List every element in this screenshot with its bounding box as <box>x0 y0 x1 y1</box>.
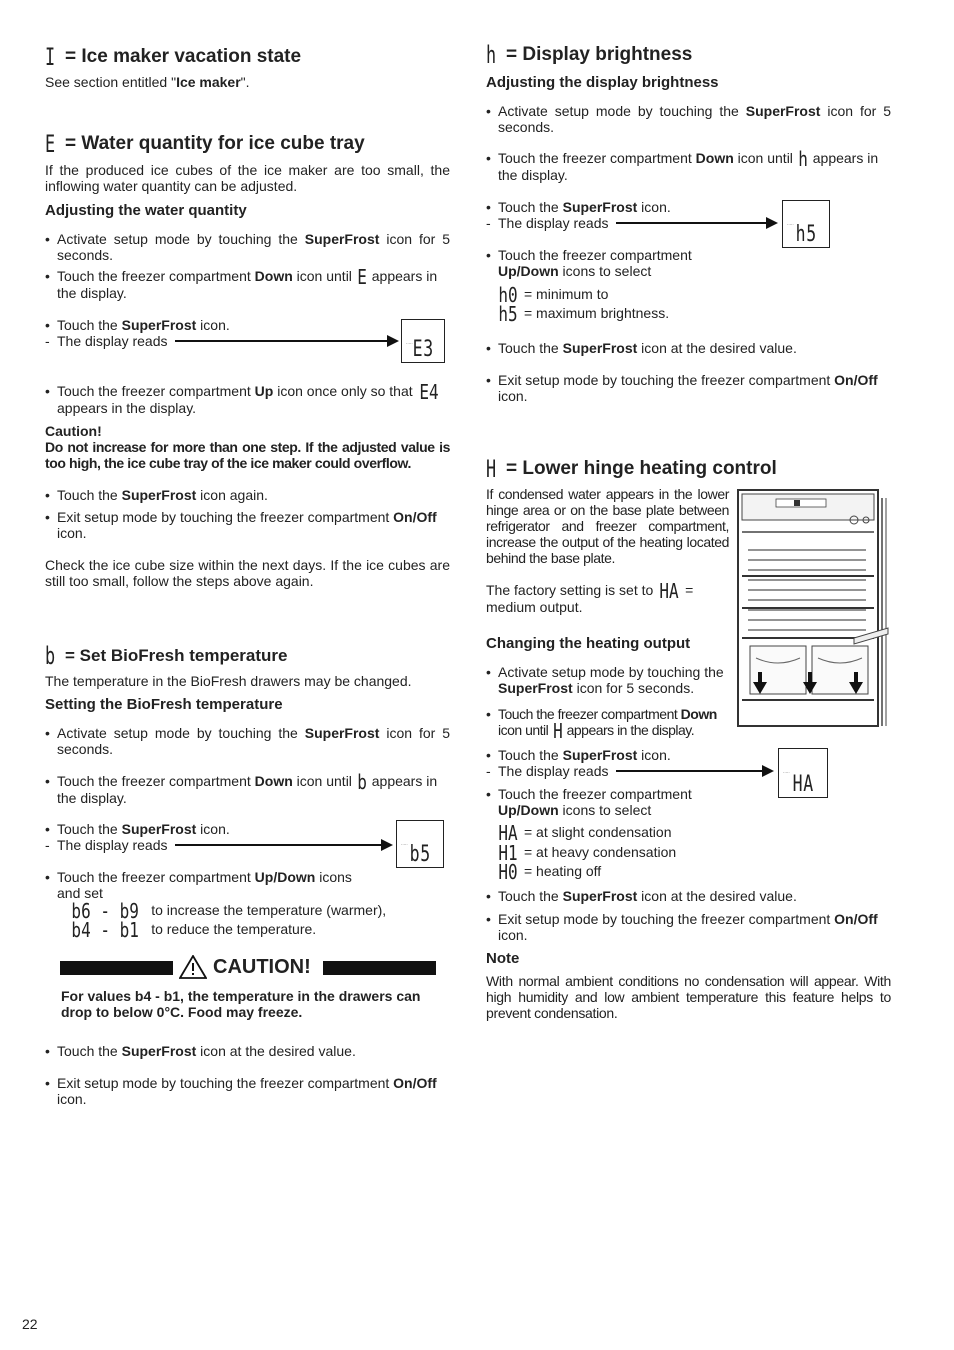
list-item: • Touch the freezer compartment Up/Down icons and set <box>45 869 352 901</box>
list-item: • Exit setup mode by touching the freezer compartment On/Off icon. <box>486 372 878 404</box>
option-off <box>496 860 602 885</box>
arrow-icon <box>616 770 772 772</box>
segment-symbol: h <box>486 41 497 69</box>
page-number: 22 <box>22 1316 38 1332</box>
display-icon: ····· h5 <box>782 200 830 248</box>
list-item: • Touch the SuperFrost icon. <box>45 821 230 837</box>
caution-banner <box>179 955 311 979</box>
display-value: E3 <box>412 337 434 362</box>
display-reads-line: - The display reads <box>486 763 609 779</box>
heading-text: = Ice maker vacation state <box>65 46 302 67</box>
display-reads-line: - The display reads <box>45 837 168 853</box>
arrow-icon <box>175 844 391 846</box>
hinge-subheading: Changing the heating output <box>486 635 691 652</box>
segment-symbol: H <box>486 455 497 483</box>
list-item: • Touch the freezer compartment Down icon until E appears in the display. <box>45 265 438 302</box>
list-item: • Touch the freezer compartment Down icon until h appears in the display. <box>486 147 879 184</box>
biofresh-intro: The temperature in the BioFresh drawers may be changed. <box>45 673 412 689</box>
heading-hinge-heating <box>486 455 777 483</box>
list-item: • Touch the SuperFrost icon. <box>486 747 671 763</box>
display-value: HA <box>792 772 814 797</box>
segment-symbol: H <box>552 719 563 744</box>
heading-biofresh <box>45 642 288 670</box>
text: = minimum to <box>523 286 609 302</box>
display-value: b5 <box>409 842 431 867</box>
display-value: h5 <box>795 222 817 247</box>
list-item: • Activate setup mode by touching the SuperFrost icon for 5 seconds. <box>486 103 891 135</box>
heading-ice-maker <box>45 43 302 71</box>
text: to increase the temperature (warmer), <box>151 902 387 918</box>
list-item: • Touch the SuperFrost icon. <box>45 317 230 333</box>
display-reads-line: - The display reads <box>486 215 609 231</box>
water-subheading: Adjusting the water quantity <box>45 202 247 219</box>
segment-symbol: b4 - b1 <box>71 918 139 943</box>
option-slight <box>496 821 672 846</box>
segment-symbol: E <box>357 265 367 290</box>
display-reads-line: - The display reads <box>45 333 168 349</box>
arrow-icon <box>616 222 776 224</box>
caution-label: CAUTION! <box>213 956 311 978</box>
water-intro: If the produced ice cubes of the ice maker are too small, the inflowing water quantity can be adjusted. <box>45 162 450 194</box>
segment-symbol: h <box>798 147 808 172</box>
display-icon: ····· HA <box>778 748 828 798</box>
water-check-text: Check the ice cube size within the next days. If the ice cubes are still too small, follow the steps above again. <box>45 557 450 589</box>
warning-icon <box>179 955 207 979</box>
range-increase <box>63 899 387 924</box>
caution-text: Do not increase for more than one step. If the adjusted value is too high, the ice cube tray of the ice maker could overflow. <box>45 439 450 471</box>
fridge-illustration <box>736 488 890 728</box>
heading-text: = Water quantity for ice cube tray <box>65 133 365 154</box>
list-item: • Touch the SuperFrost icon. <box>486 199 671 215</box>
list-item: • Activate setup mode by touching the SuperFrost icon for 5 seconds. <box>486 664 724 696</box>
ice-maker-text <box>45 74 250 90</box>
range-reduce <box>63 918 317 943</box>
list-item: • Touch the freezer compartment Up/Down icons to select <box>486 786 692 818</box>
segment-symbol: HA <box>498 821 518 846</box>
list-item: • Touch the SuperFrost icon at the desired value. <box>486 888 797 904</box>
text: = at slight condensation <box>523 824 672 840</box>
text: = heating off <box>523 863 602 879</box>
heading-display-brightness <box>486 41 693 69</box>
option-max <box>496 302 670 327</box>
bold-text: Ice maker <box>176 74 241 90</box>
caution-title: Caution! <box>45 423 102 439</box>
text: = maximum brightness. <box>523 305 670 321</box>
segment-symbol: H1 <box>498 841 518 866</box>
factory-setting: The factory setting is set to HA = medium output. <box>486 579 694 616</box>
note-text: With normal ambient conditions no condensation will appear. With high humidity and low ambient temperature this feature helps to prevent condensation. <box>486 973 891 1021</box>
heading-text: = Set BioFresh temperature <box>65 646 288 665</box>
caution-note <box>45 423 450 471</box>
arrow-icon <box>175 340 397 342</box>
display-icon: ····· E3 <box>401 319 445 363</box>
list-item: • Exit setup mode by touching the freezer compartment On/Off icon. <box>486 911 878 943</box>
segment-symbol: h0 <box>498 283 518 308</box>
caution-bar-left <box>60 961 173 975</box>
segment-symbol: H0 <box>498 860 518 885</box>
biofresh-subheading: Setting the BioFresh temperature <box>45 696 283 713</box>
segment-symbol: h5 <box>498 302 518 327</box>
heading-text: = Lower hinge heating control <box>506 458 777 479</box>
option-min <box>496 283 609 308</box>
text: ". <box>240 74 250 90</box>
display-icon: ····· b5 <box>396 820 444 868</box>
list-item: • Touch the SuperFrost icon again. <box>45 487 268 503</box>
heading-text: = Display brightness <box>506 44 693 65</box>
heading-water-quantity <box>45 130 365 158</box>
text: See section entitled " <box>45 74 177 90</box>
segment-symbol: b <box>357 770 367 795</box>
caution-bar-right <box>323 961 436 975</box>
segment-symbol: b <box>45 642 56 670</box>
list-item: • Activate setup mode by touching the SuperFrost icon for 5 seconds. <box>45 725 450 757</box>
text: = at heavy condensation <box>523 844 677 860</box>
brightness-subheading: Adjusting the display brightness <box>486 74 719 91</box>
list-item: • Exit setup mode by touching the freezer compartment On/Off icon. <box>45 509 437 541</box>
segment-symbol: b6 - b9 <box>71 899 139 924</box>
hinge-intro: If condensed water appears in the lower hinge area or on the base plate between refrigerator and freezer compartment, increase the output of the heating located behind the base plate. <box>486 486 729 566</box>
segment-symbol: E <box>45 130 56 158</box>
list-item: • Exit setup mode by touching the freezer compartment On/Off icon. <box>45 1075 437 1107</box>
note-title: Note <box>486 950 520 967</box>
segment-symbol: I <box>45 43 56 71</box>
list-item: • Touch the SuperFrost icon at the desired value. <box>486 340 797 356</box>
option-heavy <box>496 841 677 866</box>
text: to reduce the temperature. <box>151 921 317 937</box>
list-item: • Touch the freezer compartment Up/Down icons to select <box>486 247 692 279</box>
list-item: • Touch the SuperFrost icon at the desired value. <box>45 1043 356 1059</box>
segment-symbol: E4 <box>418 380 439 405</box>
segment-symbol: HA <box>659 579 679 604</box>
caution-text: For values b4 - b1, the temperature in the drawers can drop to below 0°C. Food may freeze. <box>61 988 421 1020</box>
list-item: • Touch the freezer compartment Up icon once only so that E4 appears in the display. <box>45 380 439 417</box>
list-item: • Touch the freezer compartment Down icon until b appears in the display. <box>45 770 438 807</box>
list-item: • Touch the freezer compartment Down icon until H appears in the display. <box>486 706 717 744</box>
list-item: • Activate setup mode by touching the SuperFrost icon for 5 seconds. <box>45 231 450 263</box>
